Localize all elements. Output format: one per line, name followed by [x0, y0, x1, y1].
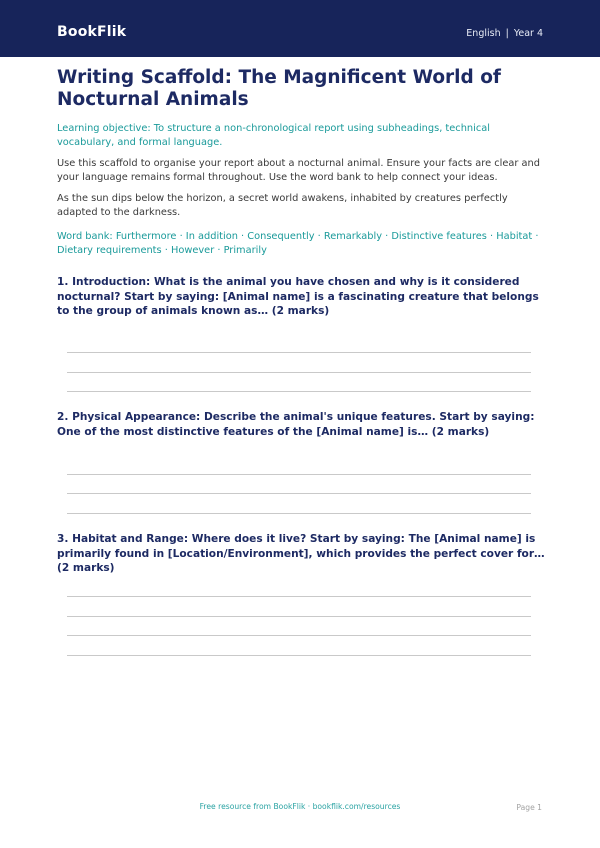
question-1: 1. Introduction: What is the animal you have chosen and why is it considered nocturnal? Start by saying: [Animal name] is a fascinating creature that belongs to the group of animals known as… (2 marks): [57, 276, 539, 317]
page-number: Page 1: [516, 803, 542, 812]
subject-label: English: [466, 28, 501, 39]
word-bank: Word bank: Furthermore · In addition · Consequently · Remarkably · Distinctive features · Habitat · Dietary requirements · However · Primarily: [57, 231, 539, 256]
intro-text: As the sun dips below the horizon, a secret world awakens, inhabited by creatures perfectly adapted to the darkness.: [57, 193, 508, 218]
year-label: Year 4: [513, 28, 543, 39]
footer-resource-link[interactable]: Free resource from BookFlik · bookflik.com/resources: [199, 802, 401, 811]
answer-line[interactable]: [67, 596, 531, 597]
answer-line[interactable]: [67, 635, 531, 636]
page-title: Writing Scaffold: The Magnificent World of Nocturnal Animals: [57, 67, 501, 110]
answer-line[interactable]: [67, 352, 531, 353]
meta-separator: |: [505, 28, 509, 39]
page-header: [0, 0, 600, 57]
answer-line[interactable]: [67, 474, 531, 475]
answer-line[interactable]: [67, 655, 531, 656]
brand-logo-text: BookFlik: [57, 24, 127, 40]
answer-line[interactable]: [67, 616, 531, 617]
question-2: 2. Physical Appearance: Describe the animal's unique features. Start by saying: One of the most distinctive features of the [Animal name] is… (2 marks): [57, 411, 535, 438]
answer-line[interactable]: [67, 493, 531, 494]
subject-year-label: [466, 28, 543, 39]
instructions-text: Use this scaffold to organise your report about a nocturnal animal. Ensure your facts are clear and your language remains formal throughout. Use the word bank to help connect your ideas.: [57, 158, 540, 183]
question-3: 3. Habitat and Range: Where does it live? Start by saying: The [Animal name] is primarily found in [Location/Environment], which provides the perfect cover for… (2 marks): [57, 533, 545, 574]
answer-line[interactable]: [67, 391, 531, 392]
learning-objective: Learning objective: To structure a non-chronological report using subheadings, technical vocabulary, and formal language.: [57, 123, 490, 148]
answer-line[interactable]: [67, 372, 531, 373]
answer-line[interactable]: [67, 513, 531, 514]
